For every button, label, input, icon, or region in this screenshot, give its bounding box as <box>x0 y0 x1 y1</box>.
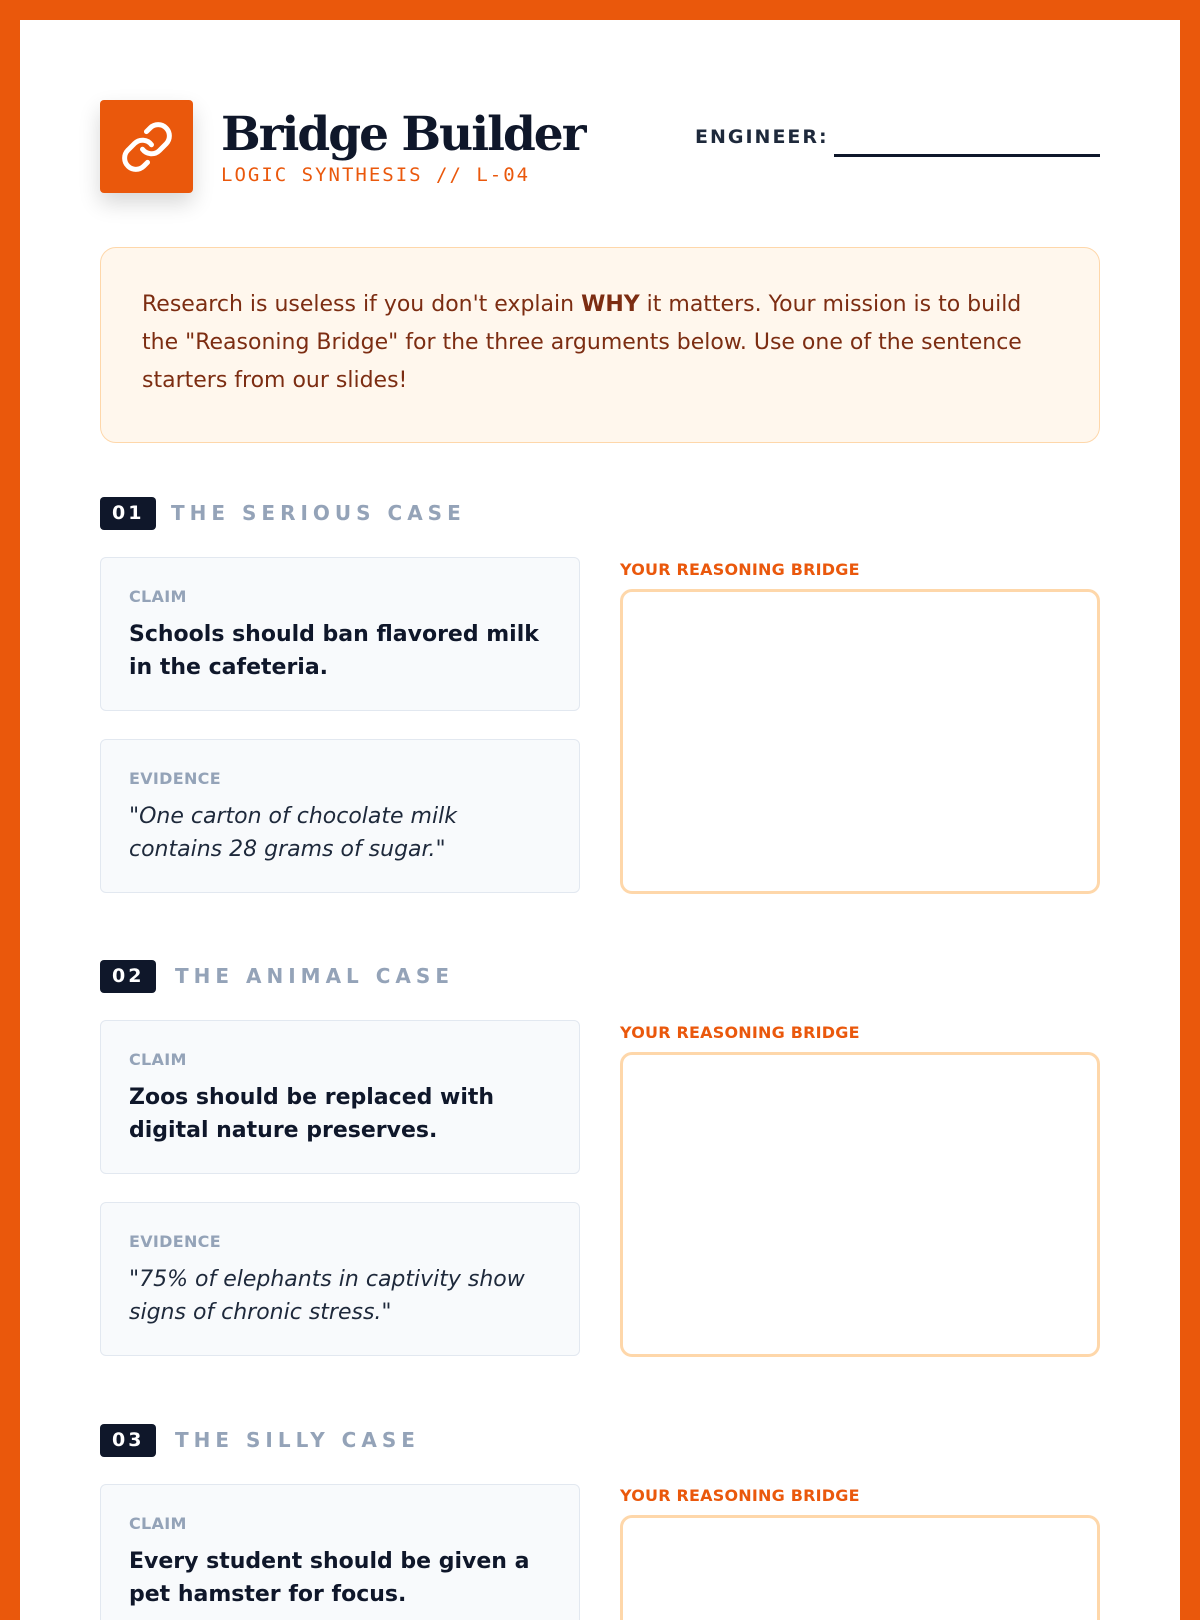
instructions-text-end: it matters. Your mission is to build the "Reasoning Bridge" for the three arguments below. Use one of the sentence starters from our slides! <box>142 292 1022 393</box>
section-title: THE SERIOUS CASE <box>171 501 466 525</box>
bridge-label-2: YOUR REASONING BRIDGE <box>620 1023 860 1042</box>
claim-text: Every student should be given a pet hamster for focus. <box>129 1549 530 1607</box>
evidence-label: EVIDENCE <box>129 769 221 788</box>
evidence-card-1 <box>100 739 580 893</box>
claim-label: CLAIM <box>129 587 187 606</box>
header <box>100 100 1100 200</box>
section-number-badge: 03 <box>100 1424 156 1457</box>
section-header-2 <box>100 960 700 994</box>
section-number-badge: 01 <box>100 497 156 530</box>
engineer-name-field[interactable] <box>834 154 1100 157</box>
claim-text: Schools should ban flavored milk in the cafeteria. <box>129 622 539 680</box>
evidence-label: EVIDENCE <box>129 1232 221 1251</box>
claim-label: CLAIM <box>129 1050 187 1069</box>
claim-label: CLAIM <box>129 1514 187 1533</box>
engineer-label: ENGINEER: <box>695 126 829 148</box>
bridge-label-1: YOUR REASONING BRIDGE <box>620 560 860 579</box>
section-number-badge: 02 <box>100 960 156 993</box>
section-header-1 <box>100 497 700 531</box>
reasoning-bridge-input-3[interactable] <box>620 1515 1100 1620</box>
instructions-emphasis: WHY <box>581 292 640 317</box>
link-icon <box>120 120 174 174</box>
evidence-card-2 <box>100 1202 580 1356</box>
section-title: THE ANIMAL CASE <box>175 964 454 988</box>
logo <box>100 100 193 193</box>
reasoning-bridge-input-2[interactable] <box>620 1052 1100 1357</box>
instructions-callout <box>100 247 1100 443</box>
evidence-text: "One carton of chocolate milk contains 28 grams of sugar." <box>129 804 457 862</box>
page-title: Bridge Builder <box>221 107 585 162</box>
bridge-label-3: YOUR REASONING BRIDGE <box>620 1486 860 1505</box>
claim-card-1 <box>100 557 580 711</box>
evidence-text: "75% of elephants in captivity show signs of chronic stress." <box>129 1267 525 1325</box>
section-title: THE SILLY CASE <box>175 1428 420 1452</box>
reasoning-bridge-input-1[interactable] <box>620 589 1100 894</box>
page-subtitle: LOGIC SYNTHESIS // L-04 <box>221 164 531 186</box>
worksheet-page <box>20 20 1180 1620</box>
section-header-3 <box>100 1424 700 1458</box>
claim-card-2 <box>100 1020 580 1174</box>
claim-text: Zoos should be replaced with digital nature preserves. <box>129 1085 495 1143</box>
instructions-text-start: Research is useless if you don't explain <box>142 292 582 317</box>
